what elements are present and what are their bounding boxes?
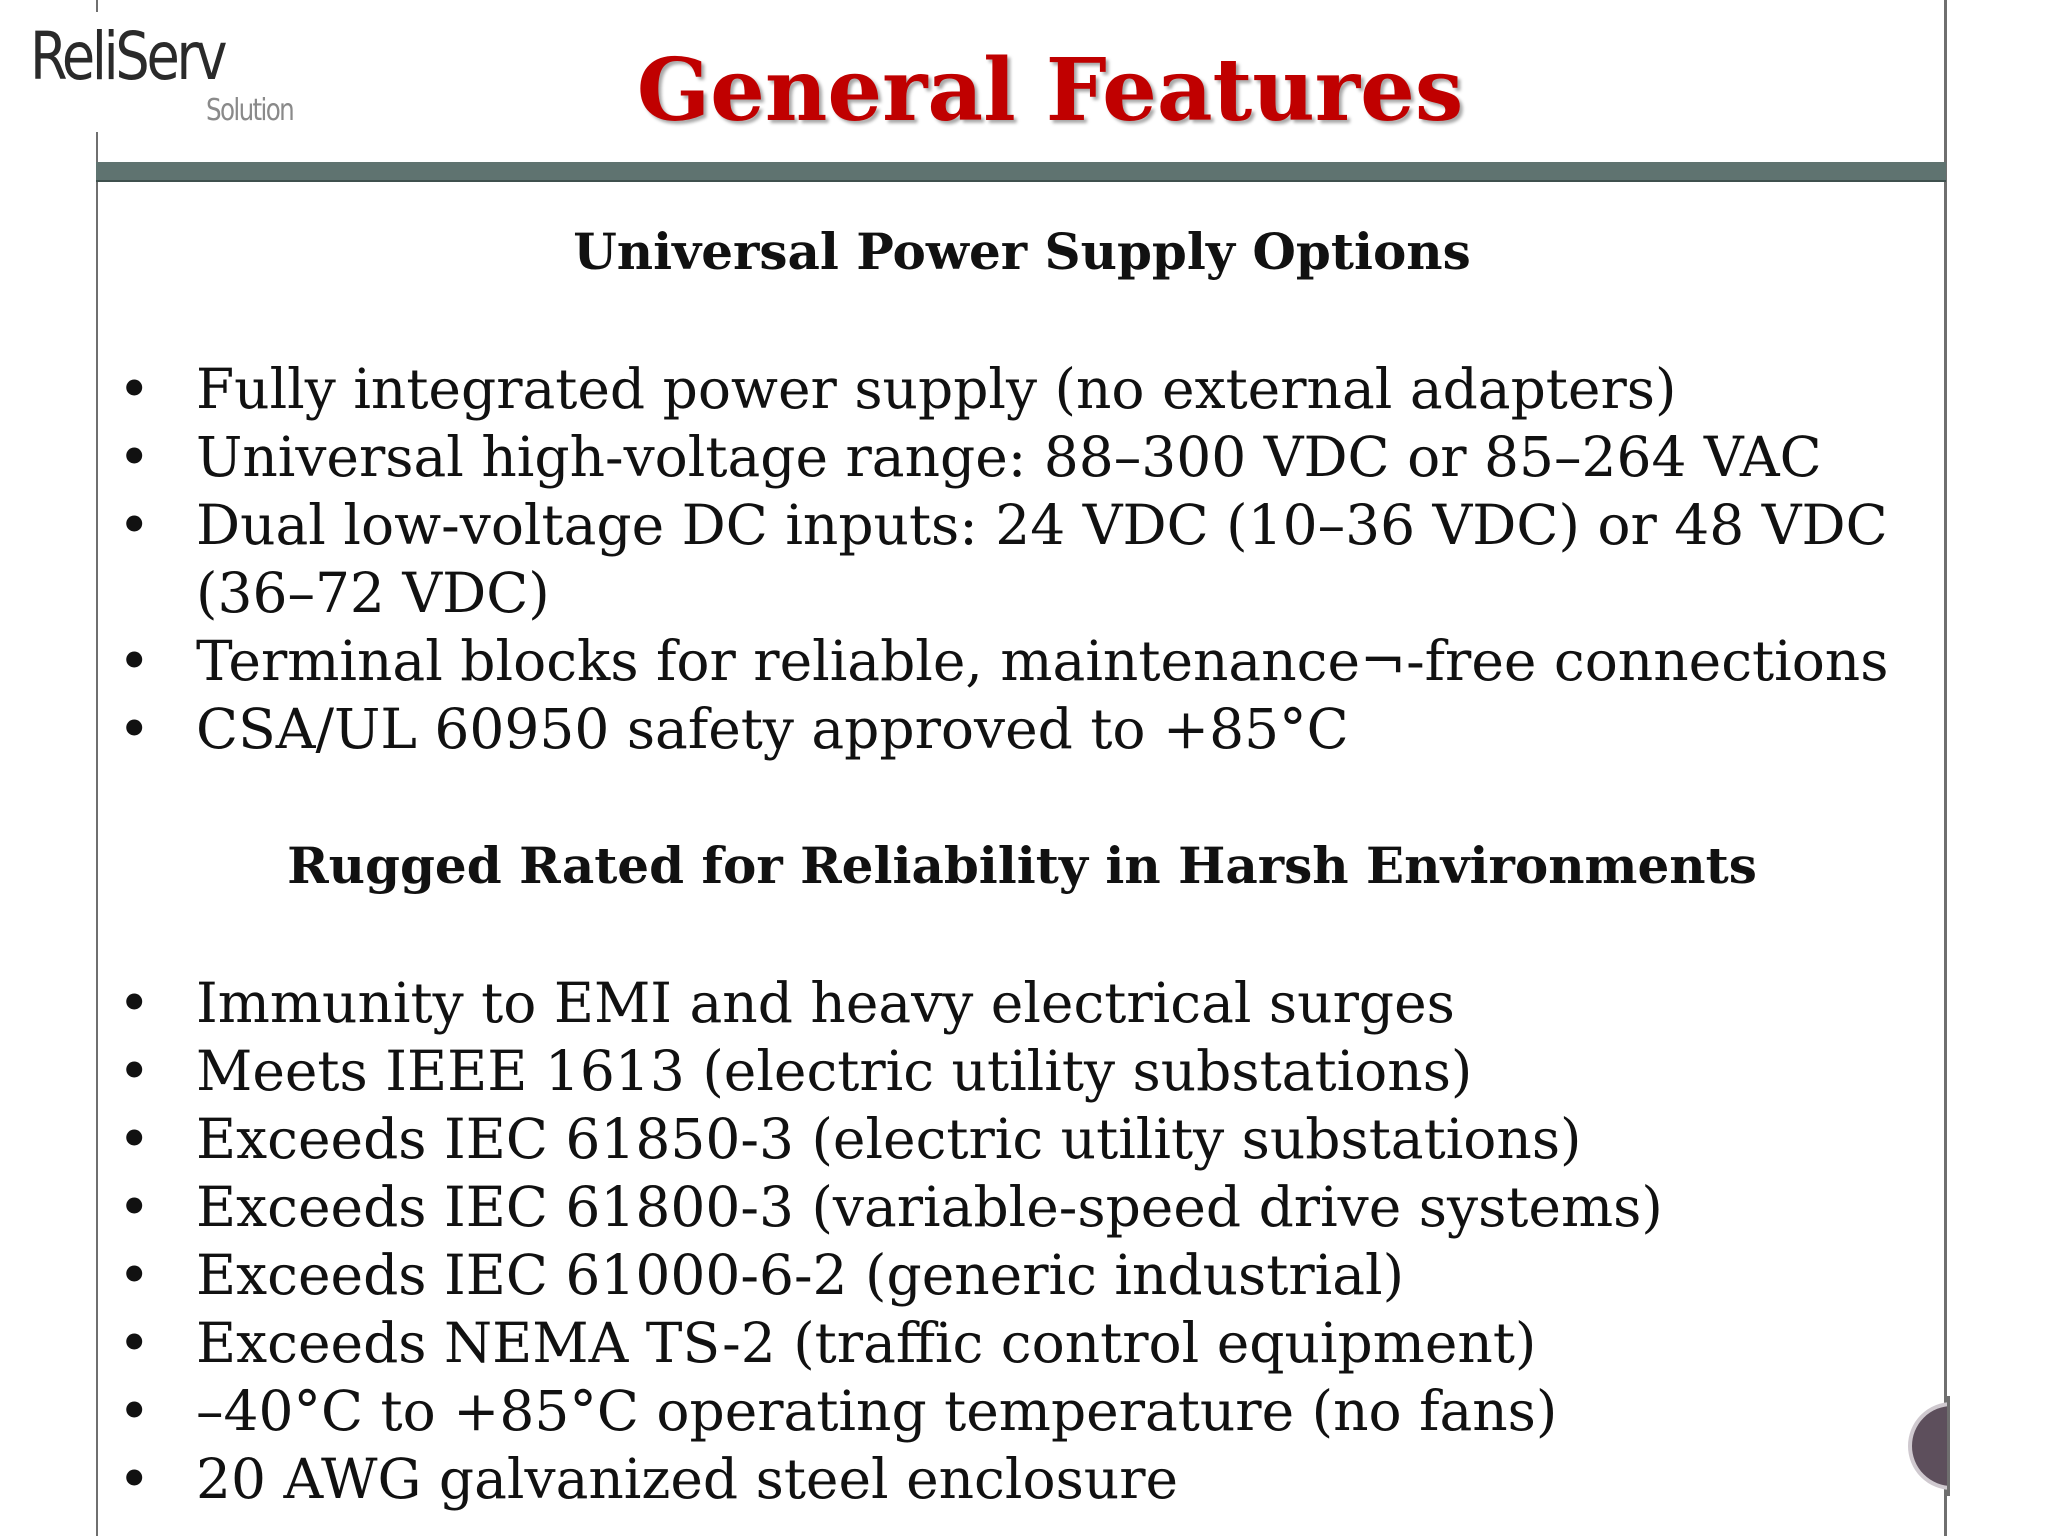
bullet-icon: • [118, 1039, 151, 1103]
list-item [110, 491, 1940, 627]
bullet-icon: • [118, 629, 151, 693]
power-supply-list [110, 355, 1940, 763]
bullet-icon: • [118, 1175, 151, 1239]
rugged-features-list [110, 969, 1940, 1513]
list-item-text: –40°C to +85°C operating temperature (no fans) [196, 1379, 1558, 1443]
list-item-text: Fully integrated power supply (no external adapters) [196, 357, 1677, 421]
slide-title: General Features [636, 40, 1464, 141]
list-item-text: CSA/UL 60950 safety approved to +85°C [196, 697, 1349, 761]
slide-border-left [96, 132, 98, 1536]
logo-wordmark: ReliServ [30, 18, 225, 95]
bullet-icon: • [118, 1447, 151, 1511]
list-item [110, 1377, 1940, 1445]
bullet-icon: • [118, 1379, 151, 1443]
list-item-text: Meets IEEE 1613 (electric utility substations) [196, 1039, 1473, 1103]
bullet-icon: • [118, 1107, 151, 1171]
section-heading-rugged: Rugged Rated for Reliability in Harsh Environments [287, 836, 1757, 895]
list-item [110, 969, 1940, 1037]
section-heading-power-supply: Universal Power Supply Options [573, 222, 1471, 281]
list-item [110, 355, 1940, 423]
bullet-icon: • [118, 1311, 151, 1375]
right-side-panel [1944, 0, 2048, 1536]
list-item-text: Universal high-voltage range: 88–300 VDC or 85–264 VAC [196, 425, 1822, 489]
logo-subtitle: Solution [206, 93, 294, 128]
bullet-icon: • [118, 971, 151, 1035]
list-item [110, 1105, 1940, 1173]
list-item-text: Exceeds IEC 61850-3 (electric utility substations) [196, 1107, 1582, 1171]
list-item-text: Exceeds IEC 61800-3 (variable-speed drive systems) [196, 1175, 1663, 1239]
bullet-icon: • [118, 357, 151, 421]
list-item [110, 1037, 1940, 1105]
list-item-text: 20 AWG galvanized steel enclosure [196, 1447, 1179, 1511]
list-item [110, 1445, 1940, 1513]
list-item [110, 627, 1940, 695]
reliserv-logo [30, 18, 330, 134]
list-item [110, 1241, 1940, 1309]
list-item [110, 695, 1940, 763]
list-item-text: Dual low-voltage DC inputs: 24 VDC (10–36 VDC) or 48 VDC (36–72 VDC) [196, 493, 1888, 625]
bullet-icon: • [118, 1243, 151, 1307]
list-item-text: Immunity to EMI and heavy electrical surges [196, 971, 1455, 1035]
list-item [110, 1309, 1940, 1377]
list-item-text: Terminal blocks for reliable, maintenance¬-free connections [196, 629, 1889, 693]
list-item-text: Exceeds IEC 61000-6-2 (generic industrial) [196, 1243, 1405, 1307]
bullet-icon: • [118, 493, 151, 557]
bullet-icon: • [118, 697, 151, 761]
right-panel-overlay [1947, 1396, 2048, 1496]
bullet-icon: • [118, 425, 151, 489]
list-item-text: Exceeds NEMA TS-2 (traffic control equipment) [196, 1311, 1537, 1375]
header-divider-bar [96, 162, 1946, 182]
list-item [110, 423, 1940, 491]
list-item [110, 1173, 1940, 1241]
slide-border-top-left [96, 0, 98, 12]
